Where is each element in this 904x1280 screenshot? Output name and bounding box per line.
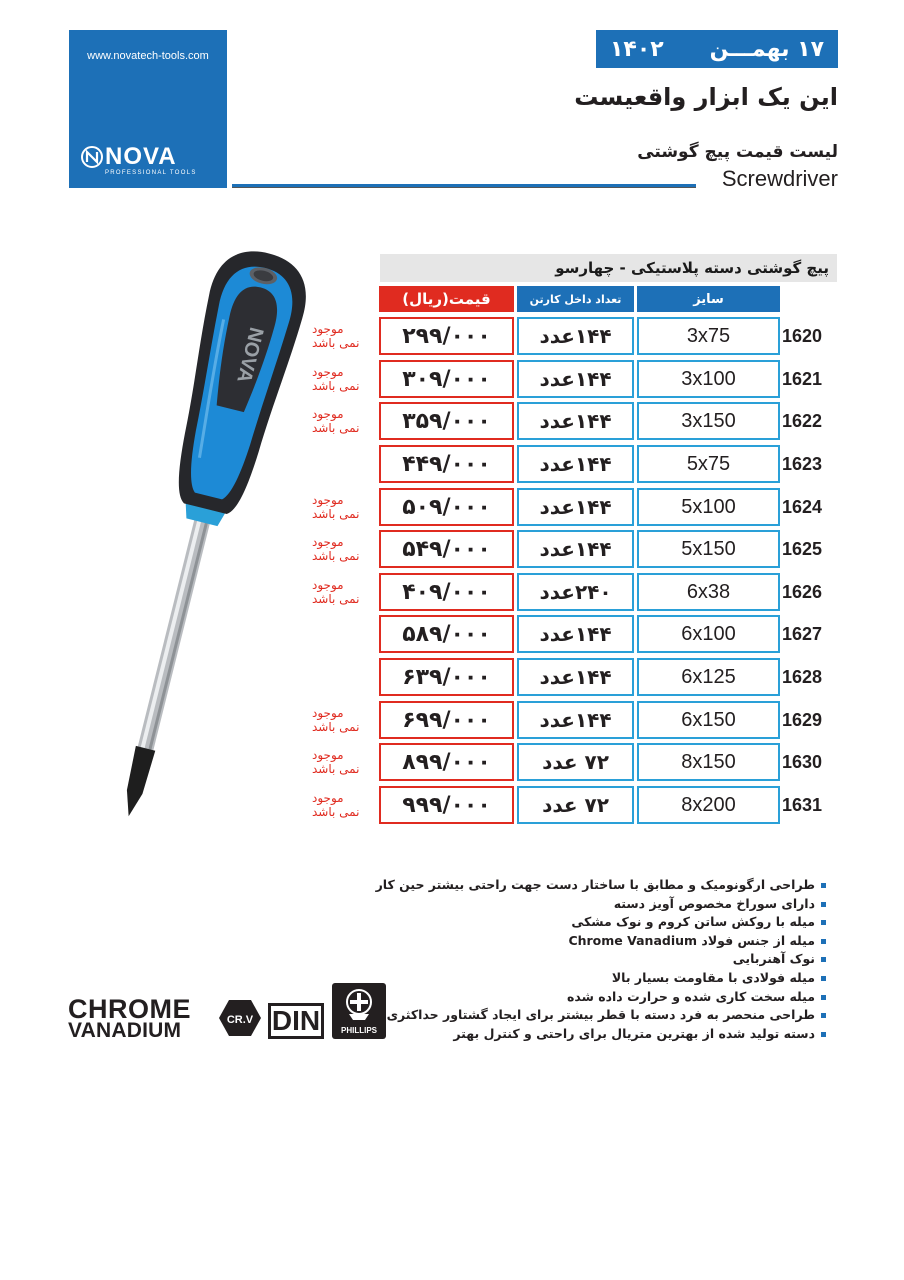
- list-item: نوک آهنربایی: [386, 950, 826, 969]
- table-row: [0, 658, 904, 696]
- qty-cell: ۱۴۴عدد: [517, 488, 634, 526]
- date-year: ۱۴۰۲: [610, 36, 664, 62]
- qty-cell: ۱۴۴عدد: [517, 317, 634, 355]
- list-item: میله از جنس فولاد Chrome Vanadium: [386, 932, 826, 951]
- list-item: میله فولادی با مقاومت بسیار بالا: [386, 969, 826, 988]
- crv-label: CR.V: [226, 1014, 254, 1026]
- svg-text:NOVA: NOVA: [232, 325, 268, 385]
- square-bullet-icon: [821, 939, 826, 944]
- product-code: 1625: [782, 538, 823, 559]
- product-code: 1628: [782, 666, 823, 687]
- column-header-size: سایز: [637, 286, 780, 312]
- table-row: [0, 445, 904, 483]
- table-row: [0, 360, 904, 398]
- phillips-screw-icon: [343, 988, 375, 1022]
- product-code: 1624: [782, 496, 823, 517]
- size-cell: 6x38: [637, 573, 780, 611]
- availability-note: [312, 658, 376, 696]
- square-bullet-icon: [821, 976, 826, 981]
- feature-list: [375, 876, 826, 1043]
- qty-cell: ۱۴۴عدد: [517, 402, 634, 440]
- size-cell: 3x150: [637, 402, 780, 440]
- table-row: [0, 573, 904, 611]
- price-cell: ۵۴۹/۰۰۰: [379, 530, 514, 568]
- product-code: 1623: [782, 453, 823, 474]
- square-bullet-icon: [821, 995, 826, 1000]
- chrome-vanadium-badge: CHROME VANADIUM: [68, 994, 191, 1042]
- list-item: میله سخت کاری شده و حرارت داده شده: [386, 988, 826, 1007]
- product-code: 1627: [782, 623, 823, 644]
- availability-note: موجود نمی باشد: [312, 322, 360, 350]
- list-item: طراحی ارگونومیک و مطابق با ساختار دست جهت راحتی بیشتر حین کار: [386, 876, 826, 895]
- product-code: 1629: [782, 709, 823, 730]
- price-cell: ۵۸۹/۰۰۰: [379, 615, 514, 653]
- price-cell: ۹۹۹/۰۰۰: [379, 786, 514, 824]
- price-cell: ۵۰۹/۰۰۰: [379, 488, 514, 526]
- slogan: این یک ابزار واقعیست: [574, 83, 838, 111]
- square-bullet-icon: [821, 920, 826, 925]
- header-divider-thin: [232, 187, 696, 188]
- product-code: 1630: [782, 751, 823, 772]
- availability-note: موجود نمی باشد: [312, 407, 360, 435]
- brand-tagline: PROFESSIONAL TOOLS: [105, 170, 197, 176]
- size-cell: 5x100: [637, 488, 780, 526]
- table-row: [0, 786, 904, 824]
- table-row: [0, 530, 904, 568]
- table-row: [0, 743, 904, 781]
- price-cell: ۶۹۹/۰۰۰: [379, 701, 514, 739]
- nova-shield-icon: [81, 146, 103, 168]
- availability-note: موجود نمی باشد: [312, 365, 360, 393]
- availability-note: موجود نمی باشد: [312, 493, 360, 521]
- table-row: [0, 317, 904, 355]
- price-list-title: لیست قیمت پیچ گوشتی: [637, 142, 838, 162]
- english-title: Screwdriver: [721, 166, 838, 191]
- price-cell: ۴۴۹/۰۰۰: [379, 445, 514, 483]
- availability-note: موجود نمی باشد: [312, 578, 360, 606]
- size-cell: 5x75: [637, 445, 780, 483]
- qty-cell: ۷۲ عدد: [517, 743, 634, 781]
- table-row: [0, 488, 904, 526]
- qty-cell: ۱۴۴عدد: [517, 445, 634, 483]
- price-cell: ۳۰۹/۰۰۰: [379, 360, 514, 398]
- table-row: [0, 615, 904, 653]
- table-caption: پیچ گوشتی دسته پلاستیکی - چهارسو: [380, 254, 837, 282]
- phillips-badge: [332, 983, 386, 1039]
- availability-note: موجود نمی باشد: [312, 535, 360, 563]
- square-bullet-icon: [821, 902, 826, 907]
- table-row: [0, 701, 904, 739]
- brand-url: www.novatech-tools.com: [87, 50, 209, 62]
- phillips-label: PHILLIPS: [340, 1026, 377, 1035]
- qty-cell: ۱۴۴عدد: [517, 530, 634, 568]
- size-cell: 6x100: [637, 615, 780, 653]
- crv-hexagon-badge: [218, 998, 262, 1038]
- qty-cell: ۲۴۰عدد: [517, 573, 634, 611]
- qty-cell: ۱۴۴عدد: [517, 615, 634, 653]
- date-day: ۱۷ بهمـــن: [709, 36, 824, 62]
- price-cell: ۶۳۹/۰۰۰: [379, 658, 514, 696]
- qty-cell: ۷۲ عدد: [517, 786, 634, 824]
- size-cell: 6x125: [637, 658, 780, 696]
- square-bullet-icon: [821, 957, 826, 962]
- size-cell: 6x150: [637, 701, 780, 739]
- date-bar: [596, 30, 838, 68]
- column-header-price: قیمت(ریال): [379, 286, 514, 312]
- size-cell: 5x150: [637, 530, 780, 568]
- size-cell: 8x150: [637, 743, 780, 781]
- brand-logo: [69, 30, 227, 188]
- square-bullet-icon: [821, 1013, 826, 1018]
- product-code: 1626: [782, 581, 823, 602]
- size-cell: 8x200: [637, 786, 780, 824]
- product-code: 1621: [782, 368, 823, 389]
- availability-note: [312, 445, 376, 483]
- size-cell: 3x75: [637, 317, 780, 355]
- price-cell: ۸۹۹/۰۰۰: [379, 743, 514, 781]
- availability-note: [312, 615, 376, 653]
- square-bullet-icon: [821, 1032, 826, 1037]
- availability-note: موجود نمی باشد: [312, 706, 360, 734]
- product-code: 1631: [782, 794, 823, 815]
- qty-cell: ۱۴۴عدد: [517, 701, 634, 739]
- list-item: میله با روکش ساتن کروم و نوک مشکی: [386, 913, 826, 932]
- list-item: دسته تولید شده از بهترین متریال برای راحتی و کنترل بهتر: [386, 1025, 826, 1044]
- size-cell: 3x100: [637, 360, 780, 398]
- price-cell: ۲۹۹/۰۰۰: [379, 317, 514, 355]
- square-bullet-icon: [821, 883, 826, 888]
- qty-cell: ۱۴۴عدد: [517, 658, 634, 696]
- product-code: 1620: [782, 325, 823, 346]
- price-cell: ۴۰۹/۰۰۰: [379, 573, 514, 611]
- din-badge: DIN: [268, 1003, 324, 1039]
- product-code: 1622: [782, 410, 823, 431]
- price-cell: ۳۵۹/۰۰۰: [379, 402, 514, 440]
- table-row: [0, 402, 904, 440]
- column-header-qty: تعداد داخل کارتن: [517, 286, 634, 312]
- list-item: طراحی منحصر به فرد دسته با قطر بیشتر برای ایجاد گشتاور حداکثری: [386, 1006, 826, 1025]
- qty-cell: ۱۴۴عدد: [517, 360, 634, 398]
- availability-note: موجود نمی باشد: [312, 791, 360, 819]
- list-item: دارای سوراخ مخصوص آویز دسته: [386, 895, 826, 914]
- brand-name: NOVA: [105, 143, 177, 170]
- availability-note: موجود نمی باشد: [312, 748, 360, 776]
